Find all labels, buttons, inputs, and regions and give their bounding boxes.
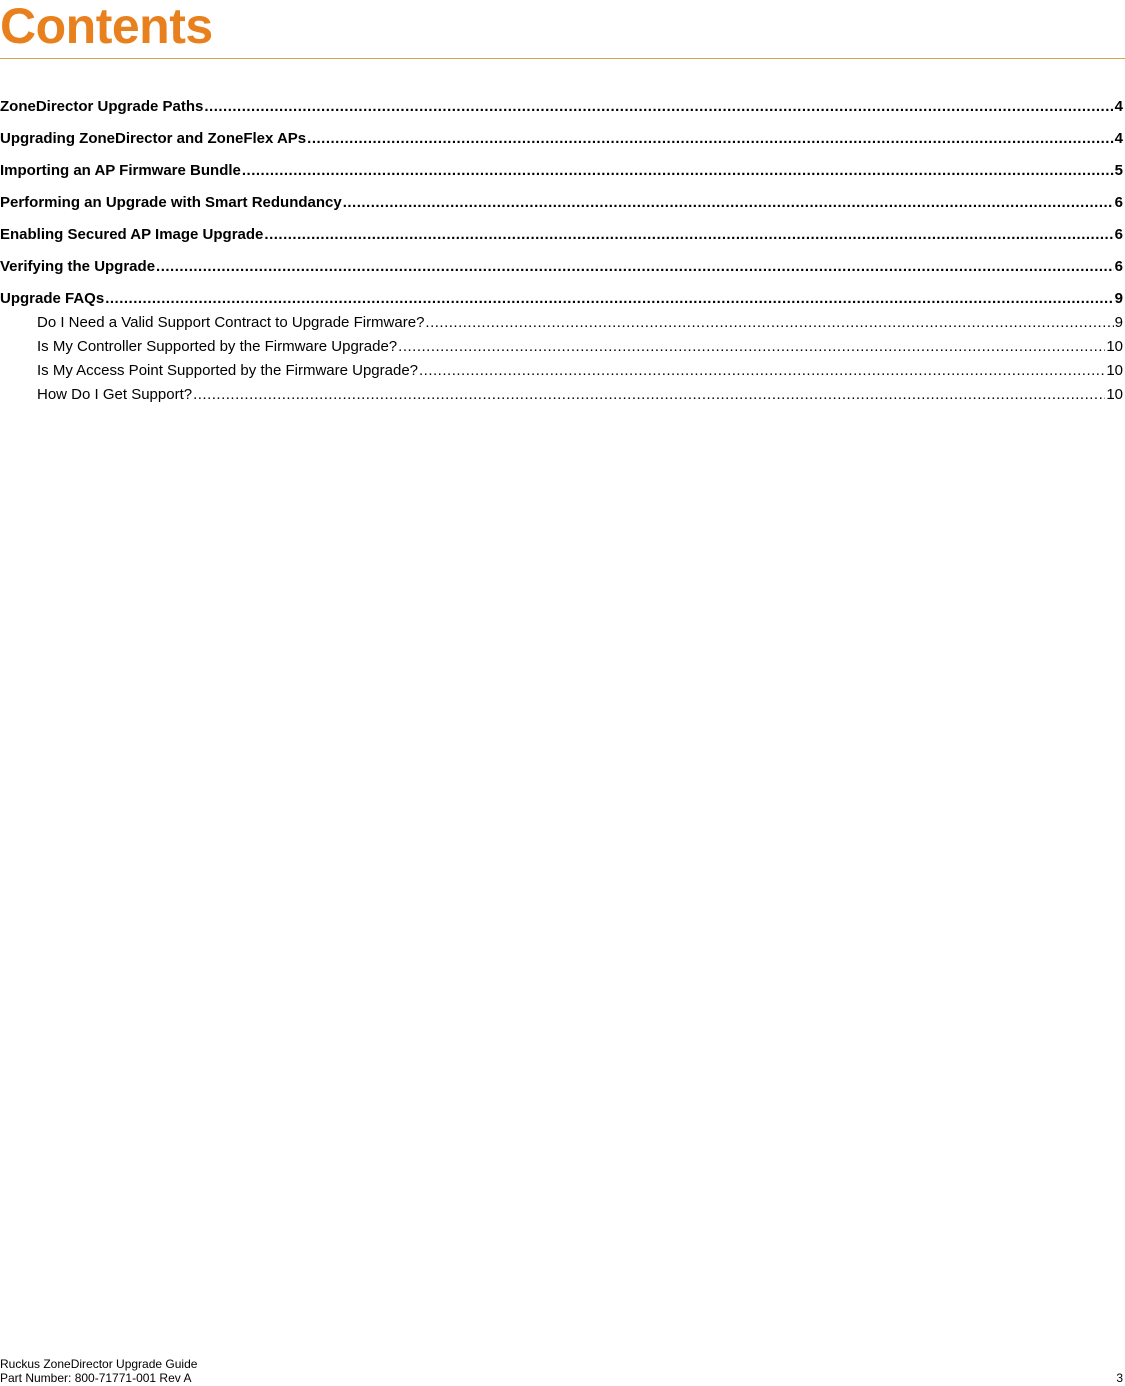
toc-page-number: 4 (1114, 130, 1123, 147)
dot-leader (264, 224, 1113, 246)
toc-entry-label: Verifying the Upgrade (0, 258, 156, 275)
footer-guide-title: Ruckus ZoneDirector Upgrade Guide (0, 1357, 198, 1371)
dot-leader (193, 384, 1105, 406)
toc-page-number: 4 (1114, 98, 1123, 115)
toc-page-number: 10 (1106, 338, 1123, 355)
dot-leader (204, 96, 1113, 118)
table-of-contents (0, 96, 1125, 408)
dot-leader (242, 160, 1114, 182)
toc-page-number: 10 (1106, 362, 1123, 379)
page-footer (0, 1357, 1125, 1385)
page-title: Contents (0, 0, 213, 54)
toc-entry-performing-upgrade-smart-redundancy[interactable] (0, 192, 1125, 224)
toc-page-number: 6 (1114, 194, 1123, 211)
dot-leader (425, 312, 1113, 334)
toc-subentry-valid-support-contract[interactable] (0, 312, 1125, 336)
toc-entry-label: ZoneDirector Upgrade Paths (0, 98, 204, 115)
toc-entry-label: Do I Need a Valid Support Contract to Upgrade Firmware? (37, 314, 425, 331)
toc-entry-label: Is My Controller Supported by the Firmware Upgrade? (37, 338, 398, 355)
toc-subentry-access-point-supported[interactable] (0, 360, 1125, 384)
toc-page-number: 10 (1106, 386, 1123, 403)
toc-page-number: 6 (1114, 226, 1123, 243)
toc-page-number: 5 (1114, 162, 1123, 179)
footer-page-number: 3 (1116, 1371, 1123, 1385)
dot-leader (419, 360, 1105, 382)
toc-subentry-controller-supported[interactable] (0, 336, 1125, 360)
toc-entry-label: Importing an AP Firmware Bundle (0, 162, 241, 179)
toc-entry-label: Performing an Upgrade with Smart Redundancy (0, 194, 342, 211)
toc-entry-label: Enabling Secured AP Image Upgrade (0, 226, 264, 243)
dot-leader (105, 288, 1113, 310)
toc-page-number: 9 (1114, 314, 1123, 331)
toc-page-number: 6 (1114, 258, 1123, 275)
dot-leader (398, 336, 1105, 358)
toc-entry-label: How Do I Get Support? (37, 386, 193, 403)
toc-entry-label: Is My Access Point Supported by the Firmware Upgrade? (37, 362, 419, 379)
toc-entry-label: Upgrade FAQs (0, 290, 105, 307)
toc-entry-importing-ap-firmware-bundle[interactable] (0, 160, 1125, 192)
dot-leader (343, 192, 1114, 214)
toc-entry-verifying-the-upgrade[interactable] (0, 256, 1125, 288)
toc-subentry-get-support[interactable] (0, 384, 1125, 408)
toc-page-number: 9 (1114, 290, 1123, 307)
dot-leader (156, 256, 1114, 278)
toc-entry-upgrading-zonedirector-and-zoneflex-aps[interactable] (0, 128, 1125, 160)
toc-entry-enabling-secured-ap-image-upgrade[interactable] (0, 224, 1125, 256)
toc-entry-label: Upgrading ZoneDirector and ZoneFlex APs (0, 130, 307, 147)
footer-part-number: Part Number: 800-71771-001 Rev A (0, 1371, 192, 1385)
dot-leader (307, 128, 1114, 150)
title-divider (0, 58, 1125, 59)
toc-entry-zonedirector-upgrade-paths[interactable] (0, 96, 1125, 128)
